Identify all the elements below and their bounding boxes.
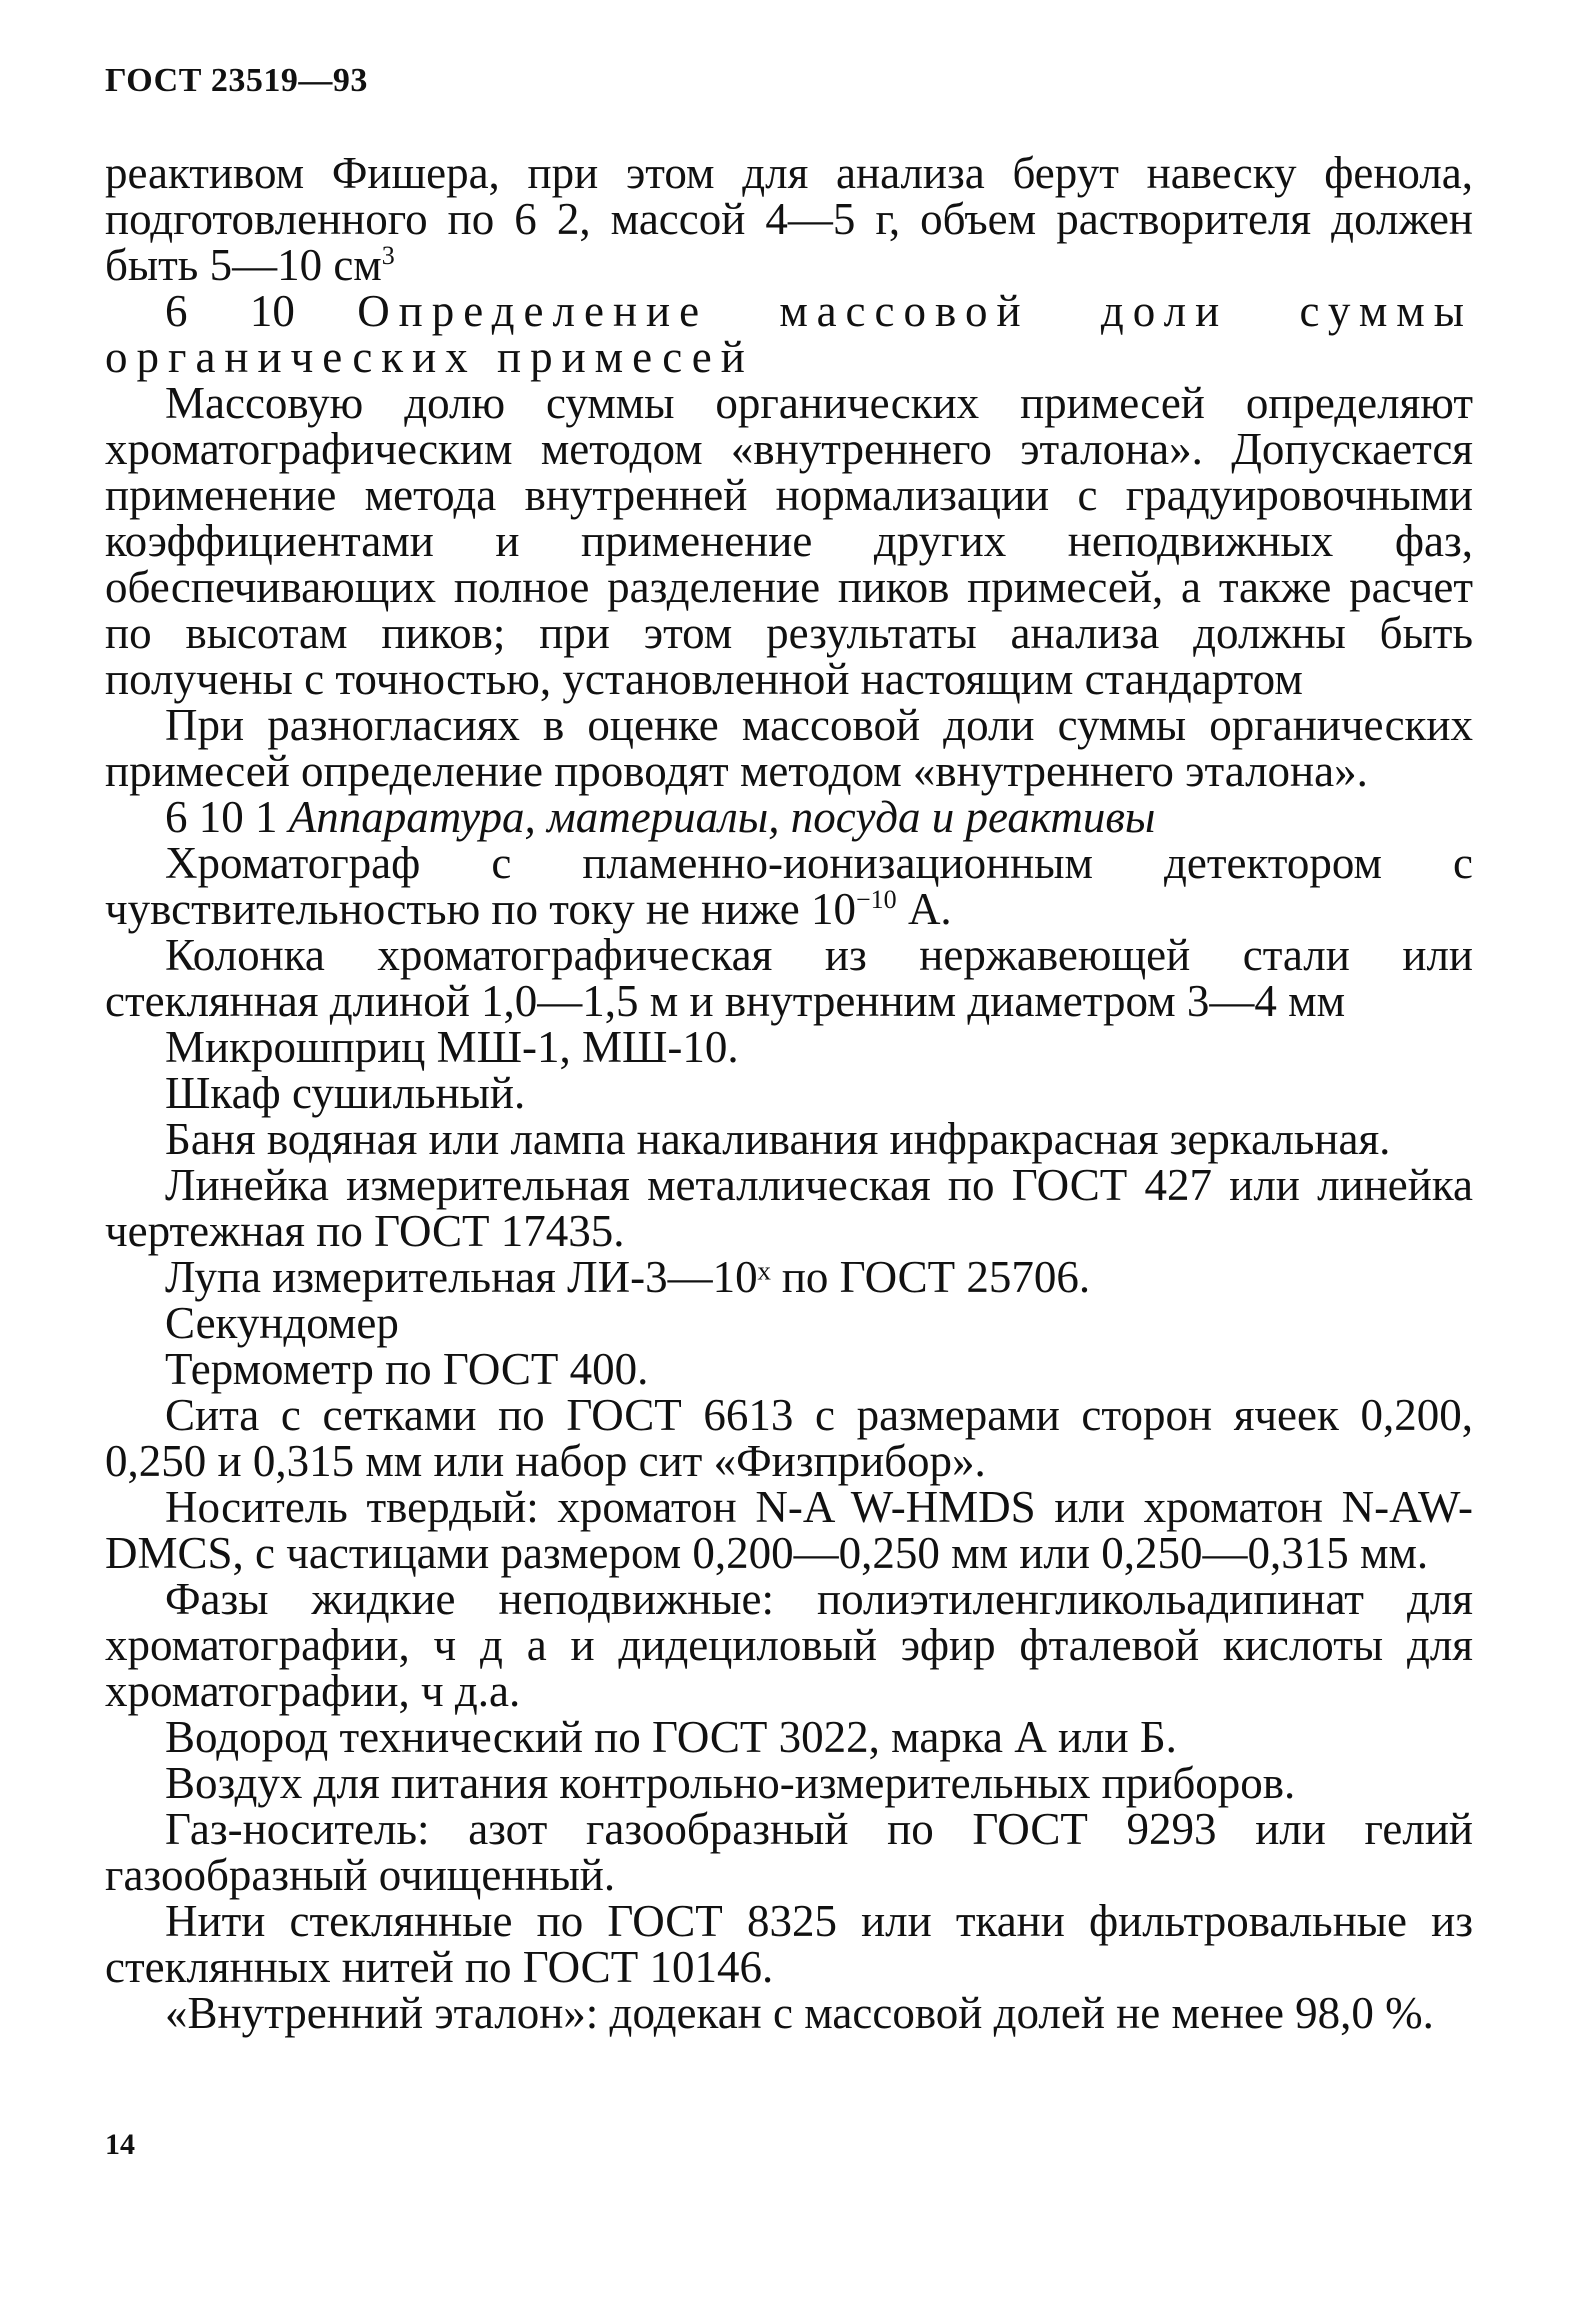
page-number: 14 xyxy=(105,2128,135,2161)
superscript: −10 xyxy=(856,885,897,914)
list-item: Носитель твердый: хроматон N-A W-HMDS или хроматон N-AW-DMCS, с частицами размером 0,200—0,250 мм или 0,250—0,315 мм. xyxy=(105,1482,1473,1578)
paragraph-continuation xyxy=(105,150,1473,288)
subsection-title: Аппаратура, материалы, посуда и реактивы xyxy=(288,792,1156,842)
paragraph: При разногласиях в оценке массовой доли суммы органических примесей определение проводят методом «внутреннего эталона». xyxy=(105,700,1473,796)
page-body xyxy=(105,150,1473,2036)
list-item: Микрошприц МШ-1, МШ-10. xyxy=(165,1022,739,1072)
superscript: 3 xyxy=(381,241,395,270)
list-item: Баня водяная или лампа накаливания инфракрасная зеркальная. xyxy=(165,1114,1391,1164)
list-item-chromatograph xyxy=(105,840,1473,932)
list-item: Линейка измерительная металлическая по ГОСТ 427 или линейка чертежная по ГОСТ 17435. xyxy=(105,1160,1473,1256)
paragraph-text: реактивом Фишера, при этом для анализа берут навеску фенола, подготовленного по 6 2, массой 4—5 г, объем растворителя должен быть 5—10 см xyxy=(105,148,1473,290)
section-heading-6-10 xyxy=(105,288,1473,380)
list-item: Сита с сетками по ГОСТ 6613 с размерами сторон ячеек 0,200, 0,250 и 0,315 мм или набор сит «Физприбор». xyxy=(105,1390,1473,1486)
section-number: 6 10 xyxy=(165,286,295,336)
document-header: ГОСТ 23519—93 xyxy=(105,62,368,99)
list-item: Газ-носитель: азот газообразный по ГОСТ 9293 или гелий газообразный очищенный. xyxy=(105,1804,1473,1900)
list-item: Нити стеклянные по ГОСТ 8325 или ткани фильтровальные из стеклянных нитей по ГОСТ 10146. xyxy=(105,1896,1473,1992)
list-item: Шкаф сушильный. xyxy=(165,1068,526,1118)
paragraph-text-tail: А. xyxy=(896,884,952,934)
paragraph-text: Хроматограф с пламенно-ионизационным детектором с чувствительностью по току не ниже 10 xyxy=(105,838,1473,934)
list-item: Колонка хроматографическая из нержавеющей стали или стеклянная длиной 1,0—1,5 м и внутренним диаметром 3—4 мм xyxy=(105,930,1473,1026)
subsection-heading-6-10-1 xyxy=(105,794,1473,840)
list-item: «Внутренний эталон»: додекан с массовой долей не менее 98,0 %. xyxy=(165,1988,1434,2038)
paragraph: Массовую долю суммы органических примесей определяют хроматографическим методом «внутреннего эталона». Допускается применение метода внутренней нормализации с градуировочными коэффициентами и применение других неподвижных фаз, обеспечивающих полное разделение пиков примесей, а также расчет по высотам пиков; при этом результаты анализа должны быть получены с точностью, установленной настоящим стандартом xyxy=(105,378,1473,704)
list-item: Секундомер xyxy=(165,1298,399,1348)
section-title: Определение массовой доли суммы органических примесей xyxy=(105,286,1474,382)
list-item: Воздух для питания контрольно-измерительных приборов. xyxy=(165,1758,1296,1808)
list-item: Термометр по ГОСТ 400. xyxy=(165,1344,649,1394)
list-item: Фазы жидкие неподвижные: полиэтиленгликольадипинат для хроматографии, ч д а и дидециловый эфир фталевой кислоты для хроматографии, ч д.а. xyxy=(105,1574,1473,1716)
list-item: Лупа измерительная ЛИ-3—10ˣ по ГОСТ 25706. xyxy=(165,1252,1091,1302)
list-item: Водород технический по ГОСТ 3022, марка А или Б. xyxy=(165,1712,1177,1762)
subsection-number: 6 10 1 xyxy=(165,792,278,842)
